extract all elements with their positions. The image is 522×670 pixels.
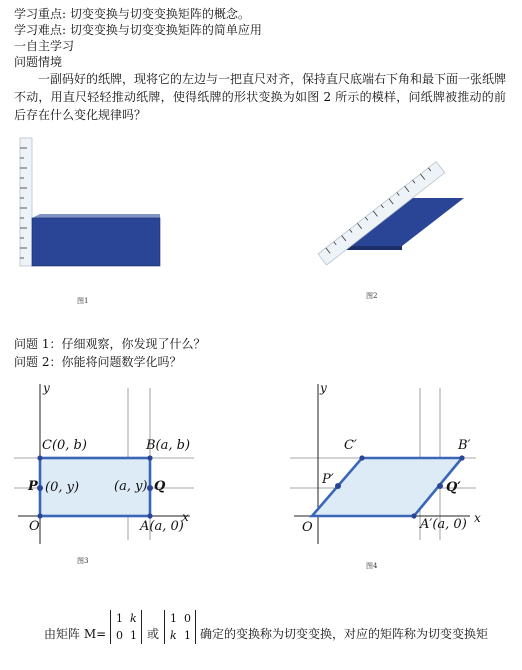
matrix-1 bbox=[110, 610, 142, 644]
study-focus: 学习重点: 切变变换与切变变换矩阵的概念。 bbox=[14, 7, 250, 21]
section-title: 一自主学习 bbox=[14, 39, 75, 53]
matrix-2 bbox=[164, 610, 196, 644]
figure-1-caption: 图1 bbox=[77, 297, 89, 305]
fig3-point-A-label: A(a, 0) bbox=[140, 519, 184, 534]
fig4-origin-label: O bbox=[302, 520, 313, 535]
figure-4-caption: 图4 bbox=[366, 562, 378, 570]
question-2: 问题 2：你能将问题数学化吗？ bbox=[14, 355, 182, 369]
figure-1 bbox=[14, 132, 174, 272]
fig3-origin-label: O bbox=[29, 519, 40, 534]
intro-paragraph: 一副码好的纸牌，现将它的左边与一把直尺对齐，保持直尺底端右下角和最下面一张纸牌不动，用直尺轻轻推动纸牌，使得纸牌的形状变换为如图 2 所示的模样，问纸牌被推动的前后存在什么变化规律吗？ bbox=[14, 72, 507, 122]
fig4-point-A-label: A′(a, 0) bbox=[420, 517, 467, 532]
fig3-x-label: x bbox=[182, 510, 189, 524]
fig3-y-label: y bbox=[43, 381, 50, 395]
fig3-point-P-coord: (0, y) bbox=[45, 480, 80, 495]
matrix-2-a21: k bbox=[170, 629, 177, 642]
fig3-point-Q-label: Q bbox=[154, 479, 166, 494]
matrix-2-a22: 1 bbox=[184, 629, 191, 642]
fig3-point-C-label: C(0, b) bbox=[42, 438, 87, 453]
definition-prefix: 由矩阵 M= bbox=[44, 627, 107, 641]
question-1: 问题 1：仔细观察，你发现了什么？ bbox=[14, 337, 206, 351]
fig4-point-C-label: C′ bbox=[344, 438, 357, 453]
fig4-point-B-label: B′ bbox=[458, 438, 471, 453]
matrix-1-a22: 1 bbox=[130, 629, 137, 642]
matrix-2-a12: 0 bbox=[184, 612, 191, 625]
fig3-point-B-label: B(a, b) bbox=[146, 438, 191, 453]
definition-or: 或 bbox=[147, 627, 160, 641]
study-difficulty: 学习难点: 切变变换与切变变换矩阵的简单应用 bbox=[14, 23, 262, 37]
ruler-vertical bbox=[20, 138, 32, 266]
fig4-x-label: x bbox=[474, 511, 481, 525]
fig4-point-Q-label: Q′ bbox=[446, 480, 461, 495]
definition-suffix: 确定的变换称为切变变换，对应的矩阵称为切变变换矩 bbox=[200, 627, 489, 641]
matrix-1-a21: 0 bbox=[116, 629, 123, 642]
card-stack bbox=[32, 218, 160, 266]
fig4-point-P-label: P′ bbox=[322, 472, 334, 487]
subsection-title: 问题情境 bbox=[14, 55, 63, 69]
matrix-1-a11: 1 bbox=[116, 612, 123, 625]
matrix-1-a12: k bbox=[130, 612, 137, 625]
figure-3-caption: 图3 bbox=[77, 557, 89, 565]
figure-2 bbox=[314, 128, 494, 278]
fig3-point-Q-coord: (a, y) bbox=[114, 479, 148, 494]
figure-2-caption: 图2 bbox=[366, 292, 378, 300]
matrix-2-a11: 1 bbox=[170, 612, 177, 625]
fig4-y-label: y bbox=[320, 381, 327, 395]
fig3-point-P-label: P bbox=[28, 479, 38, 494]
